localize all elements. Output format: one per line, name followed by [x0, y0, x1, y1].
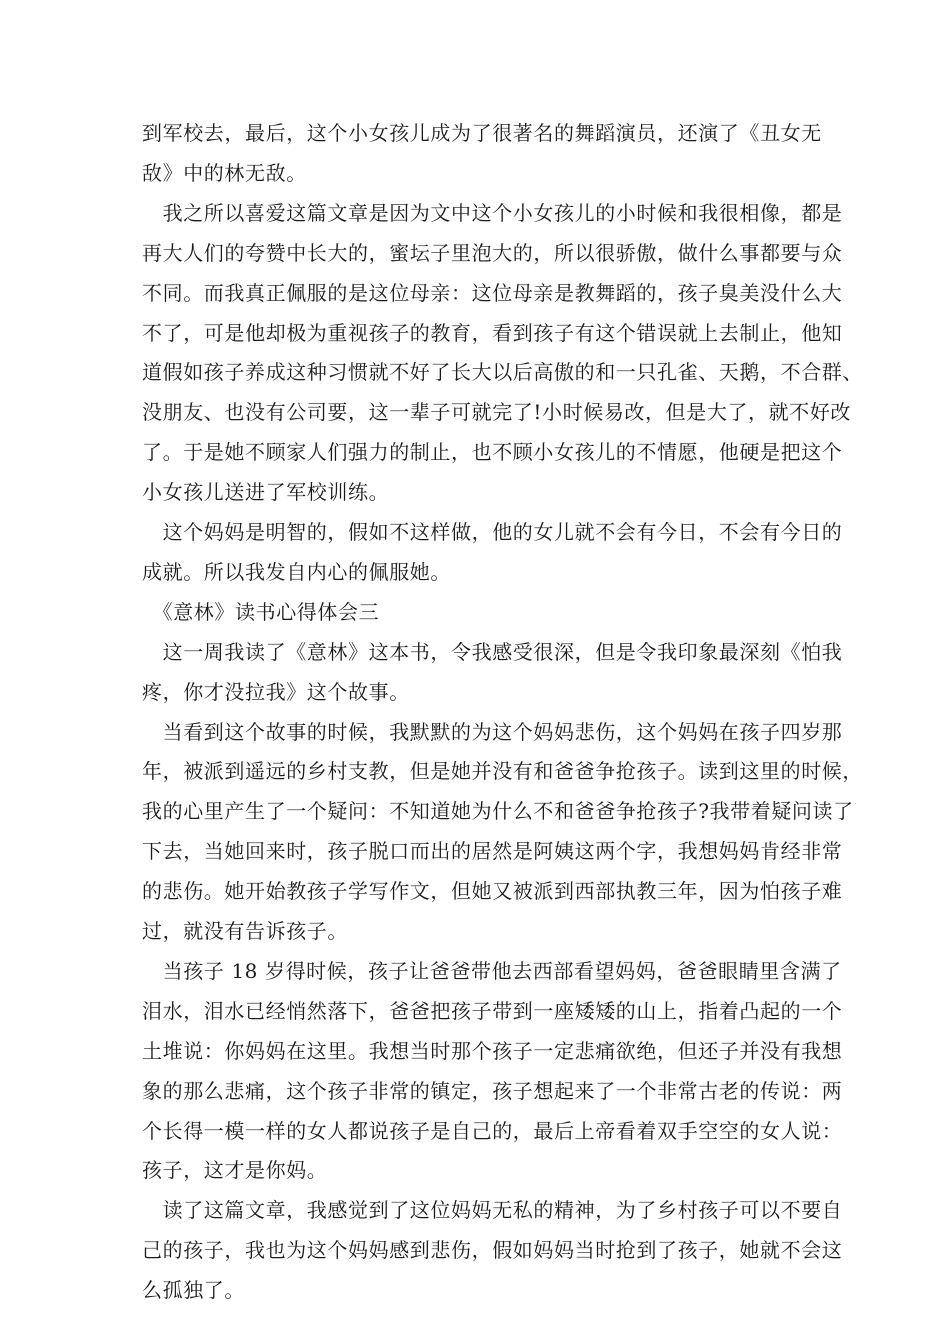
text-line: 不了，可是他却极为重视孩子的教育，看到孩子有这个错误就上去制止，他知 — [142, 320, 843, 345]
text-line: 己的孩子，我也为这个妈妈感到悲伤，假如妈妈当时抢到了孩子，她就不会这 — [142, 1238, 843, 1263]
text-line: 小女孩儿送进了军校训练。 — [142, 480, 390, 505]
text-line: 过，就没有告诉孩子。 — [142, 919, 348, 943]
text-line: 敌》中的林无敌。 — [142, 160, 307, 185]
text-line: 读了这篇文章，我感觉到了这位妈妈无私的精神，为了乡村孩子可以不要自 — [142, 1198, 843, 1223]
text-line: 成就。所以我发自内心的佩服她。 — [142, 559, 451, 584]
text-line: 年，被派到遥远的乡村支教，但是她并没有和爸爸争抢孩子。读到这里的时候， — [142, 759, 863, 784]
text-line: 么孤独了。 — [142, 1278, 245, 1303]
text-line: 孩子，这才是你妈。 — [142, 1158, 328, 1183]
text-line: 泪水，泪水已经悄然落下，爸爸把孩子带到一座矮矮的山上，指着凸起的一个 — [142, 998, 843, 1023]
text-line: 个长得一模一样的女人都说孩子是自己的，最后上帝看着双手空空的女人说： — [142, 1118, 843, 1143]
text-line: 这一周我读了《意林》这本书，令我感受很深，但是令我印象最深刻《怕我 — [142, 639, 843, 664]
text-line: 我的心里产生了一个疑问：不知道她为什么不和爸爸争抢孩子?我带着疑问读了 — [142, 799, 854, 824]
text-line: 我之所以喜爱这篇文章是因为文中这个小女孩儿的小时候和我很相像，都是 — [142, 200, 843, 225]
text-line: 土堆说：你妈妈在这里。我想当时那个孩子一定悲痛欲绝，但还子并没有我想 — [142, 1038, 843, 1063]
text-line: 了。于是她不顾家人们强力的制止，也不顾小女孩儿的不情愿，他硬是把这个 — [142, 440, 843, 465]
text-line: 道假如孩子养成这种习惯就不好了长大以后高傲的和一只孔雀、天鹅，不合群、 — [142, 360, 863, 385]
text-line: 象的那么悲痛，这个孩子非常的镇定，孩子想起来了一个非常古老的传说：两 — [142, 1078, 843, 1103]
text-line: 再大人们的夸赞中长大的，蜜坛子里泡大的，所以很骄傲，做什么事都要与众 — [142, 240, 843, 265]
text-line: 《意林》读书心得体会三 — [142, 599, 380, 624]
text-line: 当孩子 18 岁得时候，孩子让爸爸带他去西部看望妈妈，爸爸眼睛里含满了 — [142, 958, 842, 983]
text-line: 的悲伤。她开始教孩子学写作文，但她又被派到西部执教三年，因为怕孩子难 — [142, 879, 843, 904]
text-line: 下去，当她回来时，孩子脱口而出的居然是阿姨这两个字，我想妈妈肯经非常 — [142, 839, 843, 864]
text-line: 到军校去，最后，这个小女孩儿成为了很著名的舞蹈演员，还演了《丑女无 — [142, 121, 822, 145]
text-line: 不同。而我真正佩服的是这位母亲：这位母亲是教舞蹈的，孩子臭美没什么大 — [142, 280, 843, 305]
text-line: 没朋友、也没有公司要，这一辈子可就完了!小时候易改，但是大了，就不好改 — [142, 400, 852, 425]
text-line: 疼，你才没拉我》这个故事。 — [142, 679, 410, 704]
text-line: 当看到这个故事的时候，我默默的为这个妈妈悲伤，这个妈妈在孩子四岁那 — [142, 719, 843, 744]
text-line: 这个妈妈是明智的，假如不这样做，他的女儿就不会有今日，不会有今日的 — [142, 520, 843, 544]
